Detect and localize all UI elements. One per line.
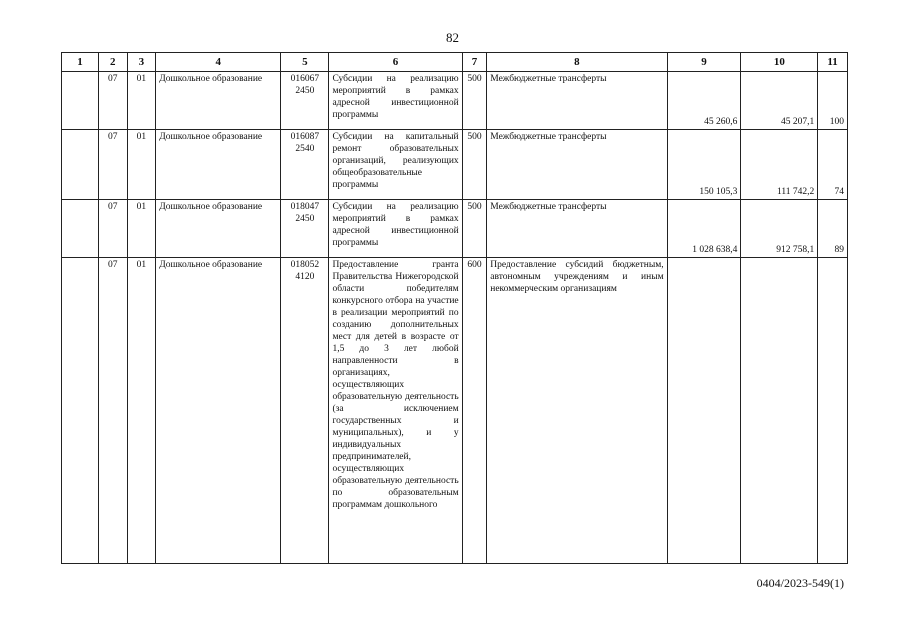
name-cell: Дошкольное образование bbox=[156, 72, 281, 130]
header-cell: 2 bbox=[98, 53, 127, 72]
subsection-cell: 01 bbox=[127, 200, 156, 258]
target-code-part: 018047 bbox=[290, 202, 320, 212]
header-cell: 10 bbox=[741, 53, 818, 72]
header-cell: 3 bbox=[127, 53, 156, 72]
table-row bbox=[62, 258, 848, 564]
expense-type-cell: 500 bbox=[462, 200, 487, 258]
table-row bbox=[62, 72, 848, 130]
description-cell: Субсидии на капитальный ремонт образовательных организаций, реализующих общеобразовательные программы bbox=[329, 130, 462, 200]
section-cell: 07 bbox=[98, 72, 127, 130]
amount-cell bbox=[667, 258, 741, 564]
expense-name-cell: Предоставление субсидий бюджетным, автономным учреждениям и иным некоммерческим организациям bbox=[487, 258, 667, 564]
target-code-part: 2450 bbox=[295, 214, 315, 224]
subsection-cell: 01 bbox=[127, 130, 156, 200]
row-number-cell bbox=[62, 130, 99, 200]
subsection-cell: 01 bbox=[127, 258, 156, 564]
target-code-cell bbox=[281, 258, 329, 564]
page-number: 82 bbox=[446, 30, 459, 45]
name-cell: Дошкольное образование bbox=[156, 200, 281, 258]
target-code-part: 4120 bbox=[295, 272, 315, 282]
expense-type-cell: 500 bbox=[462, 72, 487, 130]
header-cell: 9 bbox=[667, 53, 741, 72]
target-code-cell bbox=[281, 130, 329, 200]
document-code: 0404/2023-549(1) bbox=[756, 576, 844, 590]
section-cell: 07 bbox=[98, 258, 127, 564]
amount-cell: 912 758,1 bbox=[741, 200, 818, 258]
expense-name-cell: Межбюджетные трансферты bbox=[487, 200, 667, 258]
name-cell: Дошкольное образование bbox=[156, 130, 281, 200]
row-number-cell bbox=[62, 72, 99, 130]
section-cell: 07 bbox=[98, 200, 127, 258]
target-code-part: 016067 bbox=[290, 74, 320, 84]
target-code-cell bbox=[281, 72, 329, 130]
header-cell: 6 bbox=[329, 53, 462, 72]
header-cell: 8 bbox=[487, 53, 667, 72]
percent-cell bbox=[818, 258, 848, 564]
percent-cell: 74 bbox=[818, 130, 848, 200]
row-number-cell bbox=[62, 258, 99, 564]
amount-cell: 1 028 638,4 bbox=[667, 200, 741, 258]
section-cell: 07 bbox=[98, 130, 127, 200]
budget-table bbox=[61, 52, 848, 564]
expense-type-cell: 500 bbox=[462, 130, 487, 200]
description-cell: Субсидии на реализацию мероприятий в рамках адресной инвестиционной программы bbox=[329, 72, 462, 130]
amount-cell bbox=[741, 258, 818, 564]
header-cell: 7 bbox=[462, 53, 487, 72]
target-code-part: 2540 bbox=[295, 144, 315, 154]
name-cell: Дошкольное образование bbox=[156, 258, 281, 564]
row-number-cell bbox=[62, 200, 99, 258]
target-code-cell bbox=[281, 200, 329, 258]
header-cell: 11 bbox=[818, 53, 848, 72]
percent-cell: 100 bbox=[818, 72, 848, 130]
amount-cell: 45 207,1 bbox=[741, 72, 818, 130]
target-code-part: 018052 bbox=[290, 260, 320, 270]
header-cell: 1 bbox=[62, 53, 99, 72]
amount-cell: 111 742,2 bbox=[741, 130, 818, 200]
description-cell: Предоставление гранта Правительства Нижегородской области победителям конкурсного отбора на участие в реализации мероприятий по созданию дополнительных мест для детей в возрасте от 1,5 до 3 лет любой направленности в организациях, осуществляющих образовательную деятельность (за исключением государственных и муниципальных), и у индивидуальных предпринимателей, осуществляющих образовательную деятельность по образовательным программам дошкольного bbox=[329, 258, 462, 564]
description-cell: Субсидии на реализацию мероприятий в рамках адресной инвестиционной программы bbox=[329, 200, 462, 258]
target-code-part: 016087 bbox=[290, 132, 320, 142]
header-cell: 4 bbox=[156, 53, 281, 72]
percent-cell: 89 bbox=[818, 200, 848, 258]
expense-name-cell: Межбюджетные трансферты bbox=[487, 130, 667, 200]
expense-name-cell: Межбюджетные трансферты bbox=[487, 72, 667, 130]
subsection-cell: 01 bbox=[127, 72, 156, 130]
header-cell: 5 bbox=[281, 53, 329, 72]
expense-type-cell: 600 bbox=[462, 258, 487, 564]
amount-cell: 45 260,6 bbox=[667, 72, 741, 130]
table-header-row bbox=[62, 53, 848, 72]
table-row bbox=[62, 200, 848, 258]
amount-cell: 150 105,3 bbox=[667, 130, 741, 200]
target-code-part: 2450 bbox=[295, 86, 315, 96]
table-row bbox=[62, 130, 848, 200]
